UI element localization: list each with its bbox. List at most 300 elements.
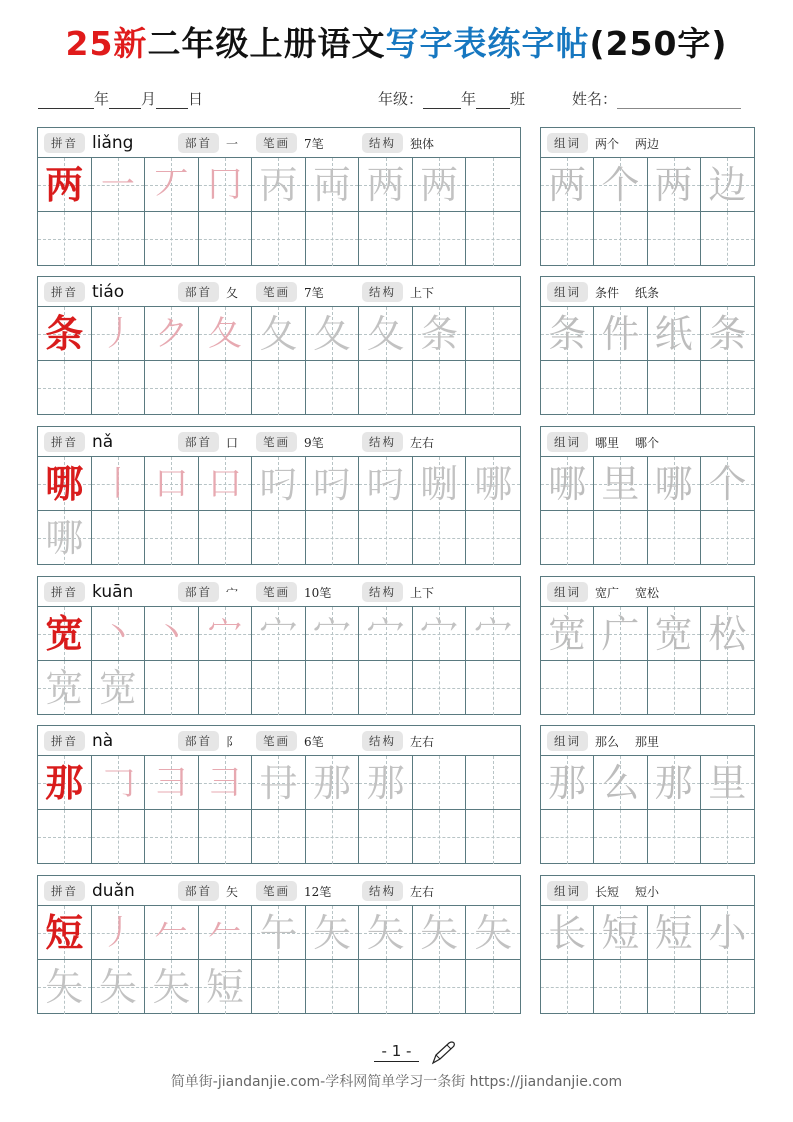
practice-panel	[37, 127, 521, 266]
word-cell[interactable]	[541, 661, 594, 715]
word-cell[interactable]	[648, 607, 701, 661]
character-info-header	[38, 876, 520, 906]
pinyin-field	[44, 282, 124, 302]
trace-character: 哵	[420, 461, 459, 506]
practice-cell[interactable]	[466, 158, 520, 212]
trace-character: 宀	[420, 611, 459, 656]
practice-cell[interactable]	[92, 607, 146, 661]
strokes-label: 笔画	[256, 881, 297, 901]
day-blank[interactable]	[156, 91, 188, 109]
word-1: 条件	[595, 285, 620, 300]
word-cell[interactable]	[541, 457, 594, 511]
trace-character: 宀	[474, 611, 513, 656]
word-cell[interactable]	[701, 810, 754, 864]
word-cell[interactable]	[701, 960, 754, 1014]
trace-character: 夂	[313, 311, 352, 356]
practice-cell[interactable]	[199, 607, 253, 661]
practice-cell[interactable]	[413, 960, 467, 1014]
grade-year-blank[interactable]	[423, 91, 461, 109]
word-cell[interactable]	[648, 756, 701, 810]
words-panel	[540, 576, 755, 715]
practice-cell[interactable]	[252, 361, 306, 415]
practice-panel	[37, 276, 521, 415]
practice-panel	[37, 426, 521, 565]
trace-character: 丙	[259, 162, 298, 207]
word-cell[interactable]	[594, 158, 647, 212]
structure-label: 结构	[362, 133, 403, 153]
pinyin-label: 拼音	[44, 731, 85, 751]
radical-value: 矢	[226, 884, 239, 899]
practice-cell[interactable]	[466, 960, 520, 1014]
word-cell[interactable]	[594, 457, 647, 511]
trace-character: 彐	[154, 762, 189, 803]
info-row	[0, 88, 793, 114]
practice-cell[interactable]	[306, 511, 360, 565]
radical-label: 部首	[178, 881, 219, 901]
word-trace-character: 纸	[654, 311, 693, 356]
practice-cell[interactable]	[145, 960, 199, 1014]
practice-cell[interactable]	[199, 212, 253, 266]
practice-cell[interactable]	[92, 457, 146, 511]
practice-cell[interactable]	[359, 810, 413, 864]
practice-cell[interactable]	[38, 457, 92, 511]
strokes-value: 12笔	[304, 884, 332, 899]
word-cell[interactable]	[701, 457, 754, 511]
word-cell[interactable]	[594, 212, 647, 266]
word-cell[interactable]	[701, 756, 754, 810]
word-cell[interactable]	[594, 960, 647, 1014]
trace-character: 哪	[45, 516, 84, 560]
practice-cell[interactable]	[145, 906, 199, 960]
words-header	[541, 277, 754, 307]
word-cell[interactable]	[648, 661, 701, 715]
word-2: 那里	[635, 734, 660, 749]
character-section-6	[0, 875, 793, 1015]
radical-field	[178, 731, 238, 751]
word-cell[interactable]	[701, 661, 754, 715]
words-field	[547, 432, 659, 452]
radical-label: 部首	[178, 582, 219, 602]
word-cell[interactable]	[541, 607, 594, 661]
practice-cell[interactable]	[38, 212, 92, 266]
word-cell[interactable]	[701, 906, 754, 960]
word-cell[interactable]	[701, 607, 754, 661]
year-label: 年	[94, 90, 110, 108]
word-trace-character: 件	[601, 311, 640, 356]
word-cell[interactable]	[594, 906, 647, 960]
practice-cell[interactable]	[413, 661, 467, 715]
word-cell[interactable]	[541, 212, 594, 266]
trace-character: 矢	[366, 910, 405, 955]
practice-cell[interactable]	[199, 158, 253, 212]
practice-cell[interactable]	[145, 457, 199, 511]
practice-grid	[38, 457, 520, 565]
character-section-4	[0, 576, 793, 716]
word-cell[interactable]	[701, 158, 754, 212]
practice-cell[interactable]	[92, 756, 146, 810]
words-panel	[540, 426, 755, 565]
trace-character: 𠂉	[207, 912, 242, 953]
word-cell[interactable]	[594, 661, 647, 715]
words-grid	[541, 158, 754, 266]
trace-character: 宀	[313, 611, 352, 656]
practice-cell[interactable]	[466, 361, 520, 415]
trace-character: 冄	[259, 760, 298, 805]
practice-cell[interactable]	[38, 756, 92, 810]
word-cell[interactable]	[541, 810, 594, 864]
practice-cell[interactable]	[413, 361, 467, 415]
radical-label: 部首	[178, 731, 219, 751]
words-field	[547, 731, 659, 751]
words-field	[547, 133, 659, 153]
word-cell[interactable]	[701, 511, 754, 565]
year-blank[interactable]	[38, 91, 94, 109]
word-trace-character: 长	[548, 910, 587, 955]
practice-cell[interactable]	[359, 457, 413, 511]
grade-label: 年级：	[378, 90, 424, 108]
practice-cell[interactable]	[145, 361, 199, 415]
practice-cell[interactable]	[145, 511, 199, 565]
practice-cell[interactable]	[413, 158, 467, 212]
character-section-1	[0, 127, 793, 267]
practice-cell[interactable]	[92, 511, 146, 565]
practice-cell[interactable]	[92, 307, 146, 361]
word-trace-character: 哪	[654, 461, 693, 506]
trace-character: 彐	[207, 762, 242, 803]
practice-cell[interactable]	[252, 756, 306, 810]
trace-character: 丶	[154, 613, 189, 654]
structure-label: 结构	[362, 432, 403, 452]
practice-cell[interactable]	[306, 158, 360, 212]
practice-cell[interactable]	[252, 212, 306, 266]
pinyin-field	[44, 731, 113, 751]
practice-cell[interactable]	[145, 158, 199, 212]
practice-cell[interactable]	[92, 212, 146, 266]
word-cell[interactable]	[541, 307, 594, 361]
character-section-5	[0, 725, 793, 865]
class-label: 班	[510, 90, 526, 108]
month-blank[interactable]	[109, 91, 141, 109]
pinyin-value: duǎn	[92, 881, 135, 901]
practice-cell[interactable]	[359, 756, 413, 810]
site-footer: 简单街-jiandanjie.com-学科网简单学习一条街 https://jiandanjie.com	[170, 1074, 623, 1090]
trace-character: 丿	[100, 912, 135, 953]
practice-cell[interactable]	[92, 361, 146, 415]
practice-cell[interactable]	[466, 212, 520, 266]
practice-cell[interactable]	[252, 511, 306, 565]
practice-cell[interactable]	[359, 307, 413, 361]
structure-value: 左右	[410, 435, 435, 450]
practice-cell[interactable]	[413, 906, 467, 960]
word-cell[interactable]	[541, 906, 594, 960]
strokes-label: 笔画	[256, 432, 297, 452]
strokes-field	[256, 432, 324, 452]
practice-cell[interactable]	[38, 960, 92, 1014]
practice-cell[interactable]	[145, 661, 199, 715]
word-trace-character: 里	[708, 760, 747, 805]
word-cell[interactable]	[648, 810, 701, 864]
practice-cell[interactable]	[92, 810, 146, 864]
strokes-value: 7笔	[304, 136, 324, 151]
practice-cell[interactable]	[199, 457, 253, 511]
practice-cell[interactable]	[199, 511, 253, 565]
words-label: 组词	[547, 133, 588, 153]
strokes-label: 笔画	[256, 282, 297, 302]
practice-cell[interactable]	[38, 158, 92, 212]
word-cell[interactable]	[648, 906, 701, 960]
practice-cell[interactable]	[359, 212, 413, 266]
words-panel	[540, 725, 755, 864]
name-fields	[572, 88, 741, 109]
word-2: 两边	[635, 136, 660, 151]
words-grid	[541, 457, 754, 565]
word-trace-character: 里	[601, 461, 640, 506]
practice-cell[interactable]	[306, 810, 360, 864]
practice-cell[interactable]	[38, 661, 92, 715]
trace-character: 叼	[259, 461, 298, 506]
practice-cell[interactable]	[252, 158, 306, 212]
practice-cell[interactable]	[306, 661, 360, 715]
trace-character: 宽	[45, 666, 84, 710]
trace-character: 叼	[366, 461, 405, 506]
practice-grid	[38, 607, 520, 715]
practice-cell[interactable]	[145, 810, 199, 864]
practice-cell[interactable]	[306, 212, 360, 266]
practice-cell[interactable]	[466, 457, 520, 511]
structure-label: 结构	[362, 582, 403, 602]
words-header	[541, 128, 754, 158]
word-cell[interactable]	[648, 511, 701, 565]
pinyin-value: kuān	[92, 582, 134, 602]
practice-cell[interactable]	[145, 756, 199, 810]
practice-cell[interactable]	[466, 511, 520, 565]
practice-cell[interactable]	[199, 756, 253, 810]
radical-field	[178, 432, 238, 452]
word-trace-character: 条	[708, 311, 747, 356]
practice-cell[interactable]	[199, 810, 253, 864]
model-character: 那	[45, 759, 84, 805]
practice-cell[interactable]	[252, 307, 306, 361]
structure-field	[362, 133, 434, 153]
structure-field	[362, 432, 434, 452]
pinyin-value: nà	[92, 731, 114, 751]
trace-character: 矢	[152, 965, 191, 1009]
word-2: 哪个	[635, 435, 660, 450]
pinyin-label: 拼音	[44, 881, 85, 901]
trace-character: 丆	[154, 164, 189, 205]
pinyin-value: tiáo	[92, 282, 125, 302]
word-cell[interactable]	[648, 212, 701, 266]
practice-cell[interactable]	[199, 661, 253, 715]
practice-cell[interactable]	[413, 756, 467, 810]
practice-cell[interactable]	[38, 361, 92, 415]
word-cell[interactable]	[541, 756, 594, 810]
practice-cell[interactable]	[413, 457, 467, 511]
class-blank[interactable]	[476, 91, 510, 109]
trace-character: 宽	[98, 666, 137, 710]
month-label: 月	[141, 90, 157, 108]
practice-cell[interactable]	[145, 212, 199, 266]
word-cell[interactable]	[648, 960, 701, 1014]
practice-cell[interactable]	[145, 607, 199, 661]
practice-cell[interactable]	[252, 457, 306, 511]
practice-cell[interactable]	[38, 511, 92, 565]
radical-value: 夂	[226, 285, 239, 300]
radical-label: 部首	[178, 133, 219, 153]
words-label: 组词	[547, 881, 588, 901]
trace-character: 矢	[420, 910, 459, 955]
word-1: 两个	[595, 136, 620, 151]
radical-value: 阝	[226, 734, 239, 749]
practice-cell[interactable]	[466, 810, 520, 864]
practice-cell[interactable]	[38, 307, 92, 361]
practice-panel	[37, 725, 521, 864]
pinyin-field	[44, 133, 133, 153]
practice-cell[interactable]	[466, 661, 520, 715]
title-count: (250字)	[589, 24, 728, 63]
words-panel	[540, 276, 755, 415]
words-header	[541, 726, 754, 756]
word-cell[interactable]	[594, 361, 647, 415]
word-cell[interactable]	[701, 212, 754, 266]
trace-character: 那	[366, 760, 405, 805]
practice-cell[interactable]	[306, 756, 360, 810]
word-cell[interactable]	[594, 607, 647, 661]
name-blank[interactable]	[617, 91, 741, 109]
word-cell[interactable]	[541, 960, 594, 1014]
practice-cell[interactable]	[359, 661, 413, 715]
practice-cell[interactable]	[413, 511, 467, 565]
radical-value: 一	[226, 136, 239, 151]
word-trace-character: 那	[548, 760, 587, 805]
word-trace-character: 个	[601, 162, 640, 207]
word-trace-character: 那	[654, 760, 693, 805]
words-label: 组词	[547, 282, 588, 302]
character-info-header	[38, 577, 520, 607]
word-cell[interactable]	[541, 158, 594, 212]
word-cell[interactable]	[701, 307, 754, 361]
title-prefix: 25新	[65, 24, 148, 63]
word-cell[interactable]	[648, 307, 701, 361]
word-cell[interactable]	[594, 511, 647, 565]
practice-cell[interactable]	[466, 906, 520, 960]
practice-cell[interactable]	[306, 361, 360, 415]
pinyin-field	[44, 881, 135, 901]
word-cell[interactable]	[701, 361, 754, 415]
strokes-field	[256, 282, 324, 302]
trace-character: 夂	[259, 311, 298, 356]
practice-cell[interactable]	[252, 661, 306, 715]
pinyin-label: 拼音	[44, 582, 85, 602]
practice-cell[interactable]	[306, 457, 360, 511]
page-number-text: - 1 -	[374, 1042, 420, 1062]
title-subject: 写字表练字帖	[385, 24, 590, 63]
words-grid	[541, 756, 754, 864]
word-cell[interactable]	[594, 756, 647, 810]
word-cell[interactable]	[594, 810, 647, 864]
practice-cell[interactable]	[92, 906, 146, 960]
practice-grid	[38, 756, 520, 864]
practice-cell[interactable]	[359, 511, 413, 565]
word-trace-character: 两	[654, 162, 693, 207]
practice-cell[interactable]	[252, 607, 306, 661]
practice-cell[interactable]	[38, 810, 92, 864]
practice-cell[interactable]	[145, 307, 199, 361]
practice-cell[interactable]	[359, 158, 413, 212]
practice-cell[interactable]	[413, 810, 467, 864]
page-number	[0, 1042, 793, 1062]
structure-field	[362, 282, 434, 302]
practice-cell[interactable]	[252, 960, 306, 1014]
practice-panel	[37, 576, 521, 715]
practice-cell[interactable]	[359, 960, 413, 1014]
practice-cell[interactable]	[306, 607, 360, 661]
word-1: 宽广	[595, 585, 620, 600]
trace-character: 矢	[313, 910, 352, 955]
practice-cell[interactable]	[466, 607, 520, 661]
word-1: 哪里	[595, 435, 620, 450]
word-cell[interactable]	[648, 158, 701, 212]
words-panel	[540, 127, 755, 266]
word-cell[interactable]	[648, 457, 701, 511]
pinyin-value: liǎng	[92, 133, 134, 153]
practice-cell[interactable]	[359, 607, 413, 661]
practice-cell[interactable]	[306, 960, 360, 1014]
structure-label: 结构	[362, 881, 403, 901]
word-cell[interactable]	[541, 361, 594, 415]
strokes-value: 6笔	[304, 734, 324, 749]
day-label: 日	[188, 90, 204, 108]
trace-character: 两	[420, 162, 459, 207]
practice-cell[interactable]	[252, 906, 306, 960]
practice-cell[interactable]	[199, 960, 253, 1014]
practice-cell[interactable]	[92, 661, 146, 715]
practice-cell[interactable]	[306, 307, 360, 361]
practice-cell[interactable]	[359, 906, 413, 960]
radical-label: 部首	[178, 432, 219, 452]
model-character: 条	[45, 310, 84, 356]
practice-cell[interactable]	[466, 307, 520, 361]
word-trace-character: 松	[708, 611, 747, 656]
practice-cell[interactable]	[306, 906, 360, 960]
word-cell[interactable]	[541, 511, 594, 565]
practice-cell[interactable]	[252, 810, 306, 864]
practice-cell[interactable]	[199, 361, 253, 415]
word-cell[interactable]	[648, 361, 701, 415]
practice-cell[interactable]	[359, 361, 413, 415]
practice-cell[interactable]	[92, 158, 146, 212]
practice-cell[interactable]	[466, 756, 520, 810]
practice-cell[interactable]	[199, 906, 253, 960]
strokes-value: 10笔	[304, 585, 332, 600]
pinyin-label: 拼音	[44, 432, 85, 452]
practice-cell[interactable]	[413, 607, 467, 661]
radical-field	[178, 282, 238, 302]
practice-cell[interactable]	[38, 906, 92, 960]
practice-cell[interactable]	[413, 307, 467, 361]
character-info-header	[38, 726, 520, 756]
trace-character: 夂	[366, 311, 405, 356]
practice-cell[interactable]	[199, 307, 253, 361]
word-cell[interactable]	[594, 307, 647, 361]
strokes-field	[256, 133, 324, 153]
practice-cell[interactable]	[92, 960, 146, 1014]
strokes-field	[256, 582, 331, 602]
practice-grid	[38, 307, 520, 415]
practice-cell[interactable]	[413, 212, 467, 266]
character-info-header	[38, 128, 520, 158]
practice-cell[interactable]	[38, 607, 92, 661]
